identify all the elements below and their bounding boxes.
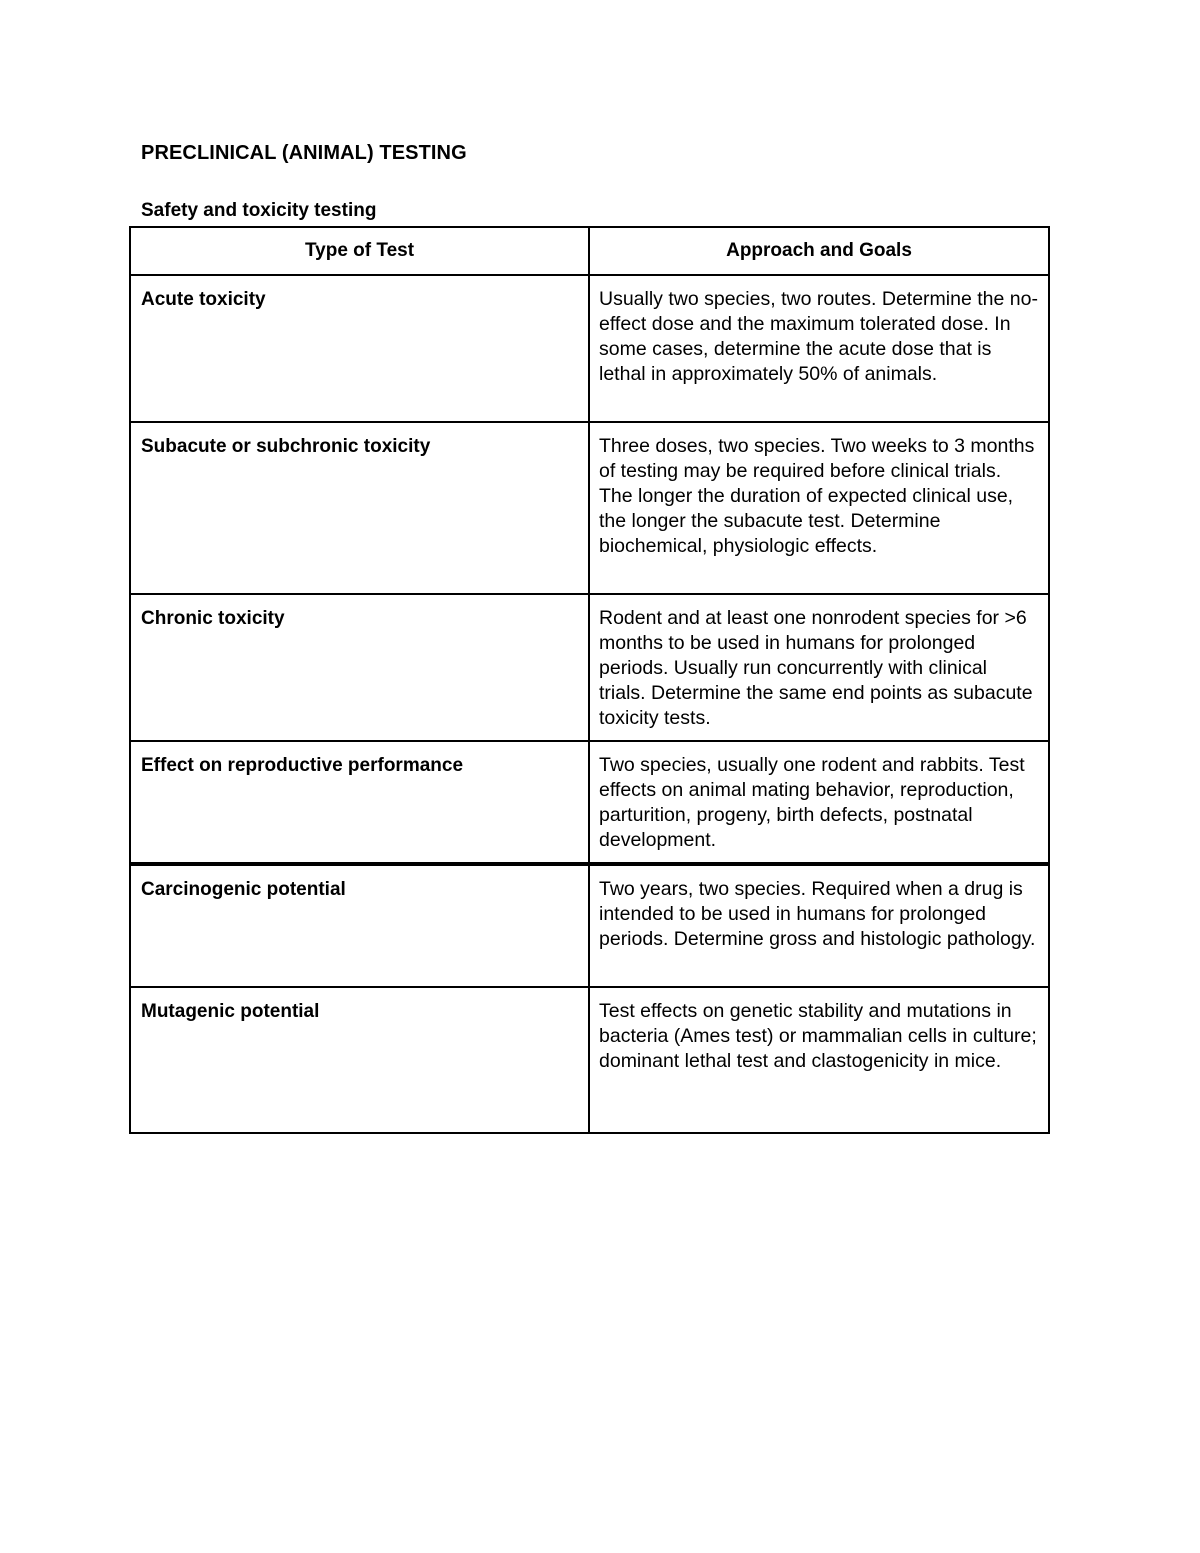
table-row <box>130 987 1049 1133</box>
toxicity-testing-table <box>129 226 1050 1134</box>
test-type-cell: Carcinogenic potential <box>141 879 346 900</box>
test-type-cell: Subacute or subchronic toxicity <box>141 436 431 457</box>
document-title: PRECLINICAL (ANIMAL) TESTING <box>141 142 467 164</box>
approach-goals-cell: Two years, two species. Required when a drug is intended to be used in humans for prolonged periods. Determine gross and histologic pathology. <box>599 878 1036 950</box>
header-approach-and-goals: Approach and Goals <box>589 227 1049 275</box>
approach-goals-cell: Two species, usually one rodent and rabbits. Test effects on animal mating behavior, reproduction, parturition, progeny, birth defects, postnatal development. <box>599 754 1025 851</box>
approach-goals-cell: Three doses, two species. Two weeks to 3 months of testing may be required before clinical trials. The longer the duration of expected clinical use, the longer the subacute test. Determine biochemical, physiologic effects. <box>599 435 1035 557</box>
section-title: Safety and toxicity testing <box>141 200 377 221</box>
test-type-cell: Acute toxicity <box>141 289 266 310</box>
table-row <box>130 422 1049 594</box>
table-row <box>130 275 1049 422</box>
table-row <box>130 864 1049 987</box>
approach-goals-cell: Test effects on genetic stability and mutations in bacteria (Ames test) or mammalian cells in culture; dominant lethal test and clastogenicity in mice. <box>599 1000 1037 1072</box>
approach-goals-cell: Usually two species, two routes. Determine the no-effect dose and the maximum tolerated dose. In some cases, determine the acute dose that is lethal in approximately 50% of animals. <box>599 288 1038 385</box>
table-row <box>130 741 1049 864</box>
header-type-of-test: Type of Test <box>130 227 589 275</box>
test-type-cell: Chronic toxicity <box>141 608 285 629</box>
test-type-cell: Effect on reproductive performance <box>141 755 464 776</box>
table-row <box>130 594 1049 741</box>
table-header-row <box>130 227 1049 275</box>
test-type-cell: Mutagenic potential <box>141 1001 320 1022</box>
approach-goals-cell: Rodent and at least one nonrodent species for >6 months to be used in humans for prolonged periods. Usually run concurrently with clinical trials. Determine the same end points as subacute toxicity tests. <box>599 607 1033 729</box>
